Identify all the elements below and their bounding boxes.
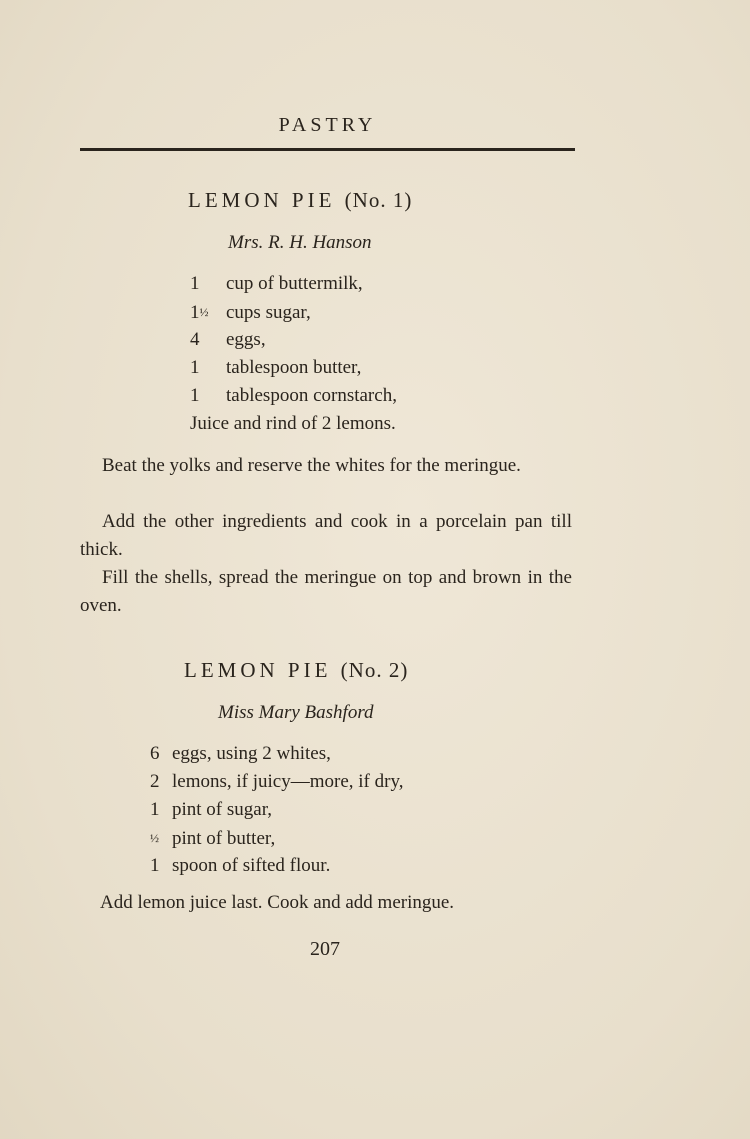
recipe-title-1-number: (No. 1) bbox=[344, 188, 413, 212]
ingredient-item bbox=[190, 326, 397, 354]
ingredient-qty: 4 bbox=[190, 329, 200, 350]
direction-paragraph: Add the other ingredients and cook in a porcelain pan till thick. bbox=[80, 511, 572, 560]
ingredient-text: cup of buttermilk, bbox=[226, 273, 363, 294]
ingredient-item bbox=[150, 852, 403, 880]
ingredient-item bbox=[190, 382, 397, 410]
ingredient-list-2 bbox=[150, 740, 403, 880]
ingredient-text: tablespoon butter, bbox=[226, 357, 362, 378]
ingredient-qty: 1 bbox=[190, 357, 200, 378]
ingredient-text: eggs, using 2 whites, bbox=[172, 743, 331, 764]
ingredient-item bbox=[190, 270, 397, 298]
ingredient-text: tablespoon cornstarch, bbox=[226, 385, 397, 406]
page-number: 207 bbox=[310, 938, 340, 960]
ingredient-item-final: Juice and rind of 2 lemons. bbox=[190, 413, 396, 434]
ingredient-item bbox=[150, 768, 403, 796]
ingredient-qty: 1 bbox=[190, 385, 200, 406]
ingredient-qty: 1 bbox=[150, 855, 160, 876]
direction-paragraph: Beat the yolks and reserve the whites for the meringue. bbox=[102, 455, 521, 476]
ingredient-item bbox=[150, 796, 403, 824]
header-rule bbox=[80, 148, 575, 151]
recipe-author-1: Mrs. R. H. Hanson bbox=[228, 232, 372, 253]
ingredient-text: eggs, bbox=[226, 329, 266, 350]
recipe-title-1-name: LEMON PIE bbox=[188, 188, 336, 212]
recipe-title-2 bbox=[184, 658, 408, 683]
ingredient-qty: 1 bbox=[190, 302, 200, 323]
ingredient-qty-fraction: ½ bbox=[199, 305, 209, 319]
ingredient-text: cups sugar, bbox=[226, 302, 311, 323]
recipe-title-2-name: LEMON PIE bbox=[184, 658, 332, 682]
ingredient-item bbox=[150, 740, 403, 768]
ingredient-qty: 6 bbox=[150, 743, 160, 764]
ingredient-qty: 1 bbox=[190, 273, 200, 294]
ingredient-item bbox=[150, 824, 403, 852]
ingredient-text: pint of butter, bbox=[172, 828, 276, 849]
ingredient-text: lemons, if juicy—more, if dry, bbox=[172, 771, 404, 792]
ingredient-qty: 1 bbox=[150, 799, 160, 820]
recipe-author-2: Miss Mary Bashford bbox=[218, 702, 374, 723]
ingredient-item bbox=[190, 298, 397, 326]
ingredient-list-1 bbox=[190, 270, 397, 438]
running-head: PASTRY bbox=[278, 114, 377, 136]
direction-paragraph: Add lemon juice last. Cook and add meringue. bbox=[100, 892, 455, 913]
recipe-title-1 bbox=[188, 188, 412, 213]
ingredient-text: pint of sugar, bbox=[172, 799, 273, 820]
ingredient-text: spoon of sifted flour. bbox=[172, 855, 331, 876]
direction-paragraph: Fill the shells, spread the meringue on top and brown in the oven. bbox=[80, 567, 572, 616]
ingredient-qty: 2 bbox=[150, 771, 160, 792]
recipe-title-2-number: (No. 2) bbox=[340, 658, 409, 682]
ingredient-qty-fraction: ½ bbox=[150, 831, 159, 845]
ingredient-item bbox=[190, 354, 397, 382]
